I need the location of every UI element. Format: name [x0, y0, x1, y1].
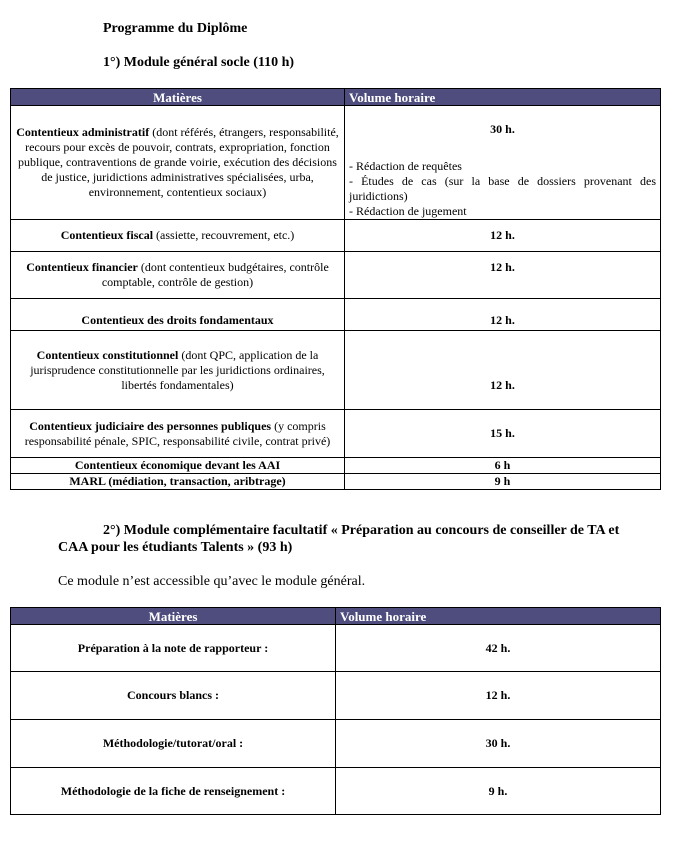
list-item: - Études de cas (sur la base de dossiers provenant des juridictions)	[349, 174, 656, 203]
table-row	[11, 220, 661, 252]
volume-value: 12 h.	[345, 252, 661, 299]
subject-bold: Contentieux financier	[26, 260, 138, 274]
table-row	[11, 768, 661, 815]
volume-value: 6 h	[345, 458, 661, 474]
subject-bold: Contentieux économique devant les AAI	[74, 458, 281, 472]
col-header-subject: Matières	[11, 608, 336, 625]
subject-cell	[11, 458, 345, 474]
volume-value: 30 h.	[336, 720, 661, 768]
module2-note: Ce module n’est accessible qu’avec le module général.	[58, 574, 366, 589]
volume-value: 12 h.	[336, 672, 661, 720]
list-item: - Rédaction de requêtes	[349, 159, 462, 173]
subject-cell: Méthodologie/tutorat/oral :	[11, 720, 336, 768]
table-header-row	[11, 608, 661, 625]
subject-cell	[11, 474, 345, 490]
col-header-volume: Volume horaire	[345, 89, 661, 106]
col-header-volume: Volume horaire	[336, 608, 661, 625]
table-row	[11, 625, 661, 672]
subject-bold: Contentieux administratif	[16, 125, 150, 139]
subject-cell: Concours blancs :	[11, 672, 336, 720]
table-row	[11, 106, 661, 220]
subject-cell: Préparation à la note de rapporteur :	[11, 625, 336, 672]
subject-cell	[11, 410, 345, 458]
table-row	[11, 299, 661, 331]
table-row	[11, 252, 661, 299]
volume-value: 15 h.	[345, 410, 661, 458]
volume-value: 30 h.	[490, 122, 515, 136]
col-header-subject: Matières	[11, 89, 345, 106]
subject-detail: (y compris responsabilité pénale, SPIC, responsabilité civile, contrat privé)	[24, 418, 331, 448]
module1-heading: 1°) Module général socle (110 h)	[103, 55, 295, 70]
volume-value: 9 h	[345, 474, 661, 490]
table-row	[11, 672, 661, 720]
subject-detail: (dont contentieux budgétaires, contrôle comptable, contrôle de gestion)	[101, 260, 329, 289]
table-row	[11, 331, 661, 410]
volume-value: 42 h.	[336, 625, 661, 672]
volume-cell	[345, 106, 661, 220]
table-row	[11, 458, 661, 474]
module1-table	[10, 88, 661, 490]
volume-value: 12 h.	[345, 220, 661, 252]
table-row	[11, 720, 661, 768]
subject-cell	[11, 220, 345, 252]
volume-value: 12 h.	[345, 299, 661, 331]
subject-cell	[11, 252, 345, 299]
subject-cell	[11, 299, 345, 331]
table-row	[11, 410, 661, 458]
subject-detail: (dont référés, étrangers, responsabilité, recours pour excès de pouvoir, contrats, expropriation, fonction publique, contraventions de grande voirie, exécution des décisions de justice, juridictions administratives spécialisées, urba, environnement, contentieux sociaux)	[18, 125, 339, 199]
subject-detail: (assiette, recouvrement, etc.)	[153, 228, 295, 242]
module2-table	[10, 607, 661, 815]
subject-detail: (dont QPC, application de la jurisprudence constitutionnelle par les juridictions ordinaires, libertés fondamentales)	[30, 347, 325, 392]
subject-bold: Contentieux fiscal	[60, 228, 154, 242]
table-header-row	[11, 89, 661, 106]
subject-bold: MARL (médiation, transaction, aribtrage)	[69, 474, 286, 488]
subject-cell: Méthodologie de la fiche de renseignement :	[11, 768, 336, 815]
volume-value: 12 h.	[345, 331, 661, 410]
subject-cell	[11, 331, 345, 410]
subject-cell	[11, 106, 345, 220]
table-row	[11, 474, 661, 490]
page-title: Programme du Diplôme	[103, 21, 248, 36]
subject-bold: Contentieux judiciaire des personnes publiques	[29, 418, 272, 433]
module2-heading: 2°) Module complémentaire facultatif « Préparation au concours de conseiller de TA et CAA pour les étudiants Talents » (93 h)	[58, 523, 620, 555]
activity-list	[349, 159, 656, 219]
volume-value: 9 h.	[336, 768, 661, 815]
list-item: - Rédaction de jugement	[349, 204, 467, 218]
subject-bold: Contentieux constitutionnel	[36, 347, 179, 362]
subject-bold: Contentieux des droits fondamentaux	[81, 313, 274, 327]
